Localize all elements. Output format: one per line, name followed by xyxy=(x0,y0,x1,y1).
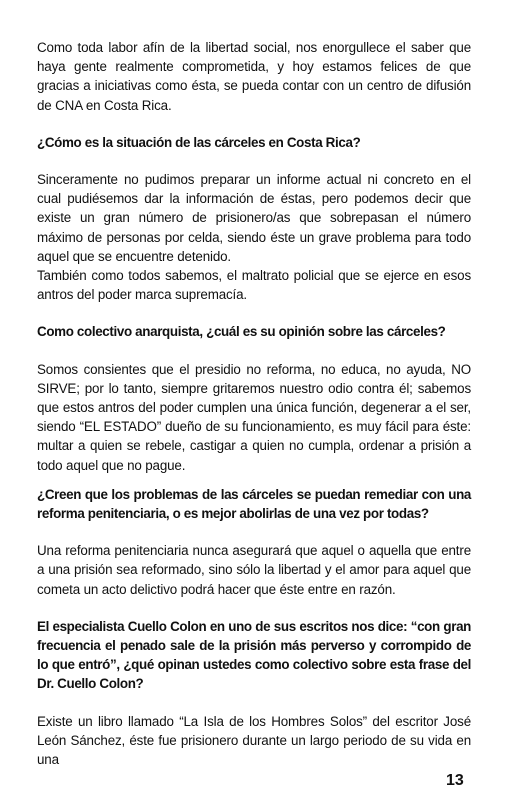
question-opinion-prisons: Como colectivo anarquista, ¿cuál es su opinión sobre las cárceles? xyxy=(37,324,446,340)
page-number: 13 xyxy=(446,772,464,789)
answer-prison-situation: Sinceramente no pudimos preparar un informe actual ni concreto en el cual pudiésemos dar la información de éstas, pero podemos decir que existe un gran número de prisionero/as que sobrepasan el número máximo de personas por celda, siendo éste un grave problema para todo aquel que se encuentre detenido. xyxy=(37,172,471,264)
intro-paragraph: Como toda labor afín de la libertad social, nos enorgullece el saber que haya gente realmente comprometida, y hoy estamos felices de que gracias a iniciativas como ésta, se pueda contar con un centro de difusión de CNA en Costa Rica. xyxy=(37,40,471,113)
answer-prison-reform: Una reforma penitenciaria nunca asegurará que aquel o aquella que entre a una prisión sea reformado, sino sólo la libertad y el amor para aquel que cometa un acto delictivo podrá hacer que éste entre en razón. xyxy=(37,543,471,597)
question-prison-situation: ¿Cómo es la situación de las cárceles en Costa Rica? xyxy=(37,134,361,150)
answer-police-abuse: También como todos sabemos, el maltrato policial que se ejerce en esos antros del poder marca supremacía. xyxy=(37,268,471,303)
question-cuello-colon-quote: El especialista Cuello Colon en uno de sus escritos nos dice: “con gran frecuencia el penado sale de la prisión más perverso y corrompido de lo que entró”, ¿qué opinan ustedes como colectivo sobre esta frase del Dr. Cuello Colon? xyxy=(37,618,471,692)
document-page xyxy=(37,38,471,769)
answer-opinion-prisons: Somos consientes que el presidio no reforma, no educa, no ayuda, NO SIRVE; por lo tanto, siempre gritaremos nuestro odio contra él; sabemos que estos antros del poder cumplen una única función, degenerar a el ser, siendo “EL ESTADO” dueño de su funcionamiento, es muy fácil para éste: multar a quien se rebele, castigar a quien no cumpla, ordenar a prisión a todo aquel que no pague. xyxy=(37,361,471,473)
question-prison-reform: ¿Creen que los problemas de las cárceles se puedan remediar con una reforma penitenciaria, o es mejor abolirlas de una vez por todas? xyxy=(37,486,471,522)
answer-cuello-colon-quote: Existe un libro llamado “La Isla de los Hombres Solos” del escritor José León Sánchez, éste fue prisionero durante un largo periodo de su vida en una xyxy=(37,713,471,768)
